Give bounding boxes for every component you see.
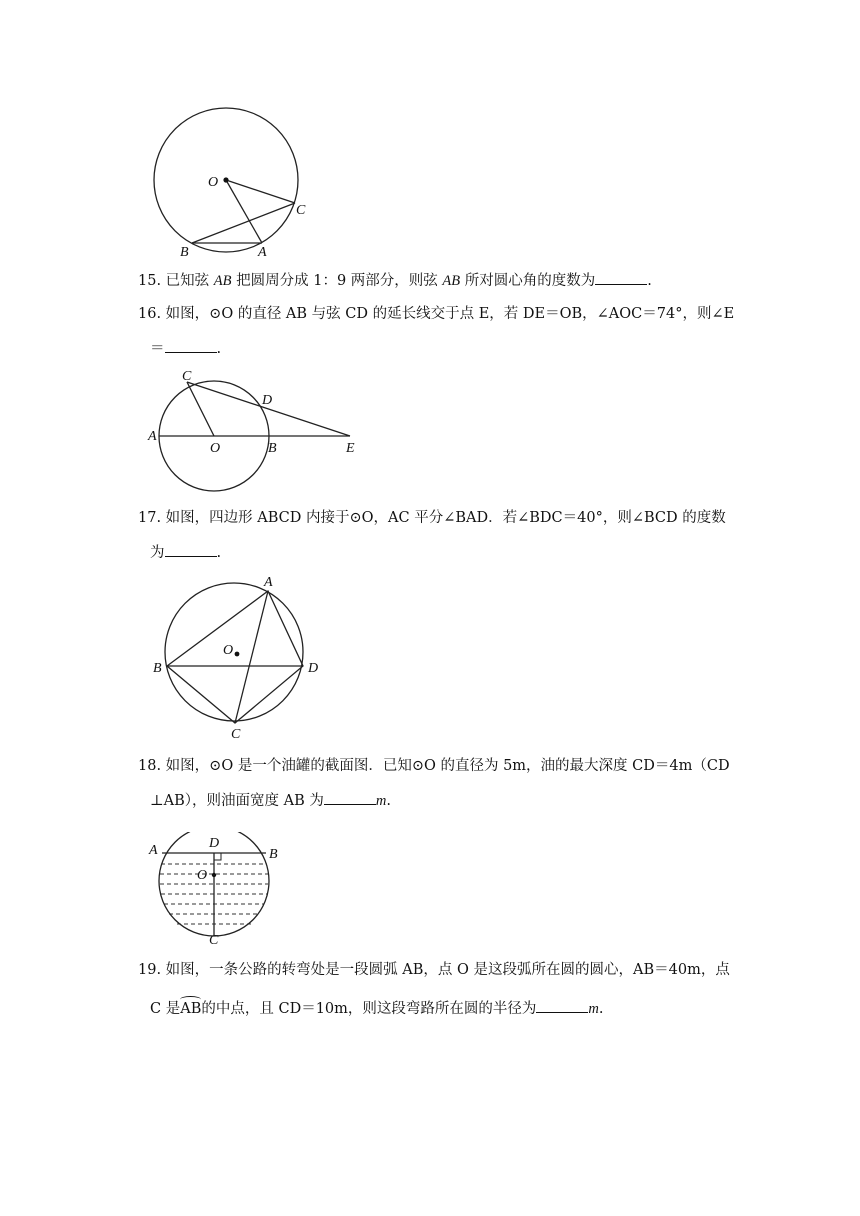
label-D: D <box>308 661 319 676</box>
figure-q16 <box>140 366 370 496</box>
arc-ab-label: AB <box>180 1001 202 1017</box>
answer-blank-19[interactable] <box>536 998 588 1013</box>
label-C: C <box>231 727 241 742</box>
circle-diagram-q14 <box>140 100 320 270</box>
label-A: A <box>148 429 157 444</box>
label-E: E <box>346 441 355 456</box>
circle-diagram-q17 <box>145 572 335 742</box>
question-17: 17. 如图，四边形 ABCD 内接于⊙O，AC 平分∠BAD．若∠BDC＝40°，则∠BCD 的度数 <box>138 510 726 526</box>
label-C: C <box>182 369 192 384</box>
figure-q17 <box>145 572 335 742</box>
answer-blank-18[interactable] <box>324 790 376 805</box>
label-A: A <box>264 575 273 590</box>
oil-tank-diagram-q18 <box>145 832 295 947</box>
question-17-line2: 为 . <box>150 542 221 563</box>
label-O: O <box>223 643 234 658</box>
label-B: B <box>180 245 189 260</box>
figure-q14 <box>140 100 320 270</box>
label-D: D <box>209 836 220 851</box>
answer-blank-15[interactable] <box>595 270 647 285</box>
figure-q18 <box>145 832 295 947</box>
question-19-line2: C 是AB的中点，且 CD＝10m，则这段弯路所在圆的半径为 m. <box>150 998 603 1019</box>
label-C: C <box>296 203 306 218</box>
question-15: 15. 已知弦 AB 把圆周分成 1：9 两部分，则弦 AB 所对圆心角的度数为 . <box>138 270 652 291</box>
circle-diagram-q16 <box>140 366 370 496</box>
label-A: A <box>149 843 158 858</box>
label-C: C <box>209 933 219 947</box>
question-16: 16. 如图，⊙O 的直径 AB 与弦 CD 的延长线交于点 E，若 DE＝OB，∠AOC＝74°，则∠E <box>138 306 735 322</box>
question-18-line2: ⊥AB），则油面宽度 AB 为 m. <box>150 790 391 811</box>
answer-blank-16[interactable] <box>165 338 217 353</box>
label-B: B <box>153 661 162 676</box>
label-D: D <box>262 393 273 408</box>
label-B: B <box>269 847 278 862</box>
label-O: O <box>208 175 219 190</box>
label-B: B <box>268 441 277 456</box>
label-O: O <box>210 441 221 456</box>
question-18: 18. 如图，⊙O 是一个油罐的截面图．已知⊙O 的直径为 5m，油的最大深度 CD＝4m（CD <box>138 758 730 774</box>
question-19: 19. 如图，一条公路的转弯处是一段圆弧 AB，点 O 是这段弧所在圆的圆心，AB＝40m，点 <box>138 962 730 978</box>
label-A: A <box>258 245 267 260</box>
question-16-line2: ＝ . <box>150 338 221 359</box>
answer-blank-17[interactable] <box>165 542 217 557</box>
label-O: O <box>197 868 208 883</box>
